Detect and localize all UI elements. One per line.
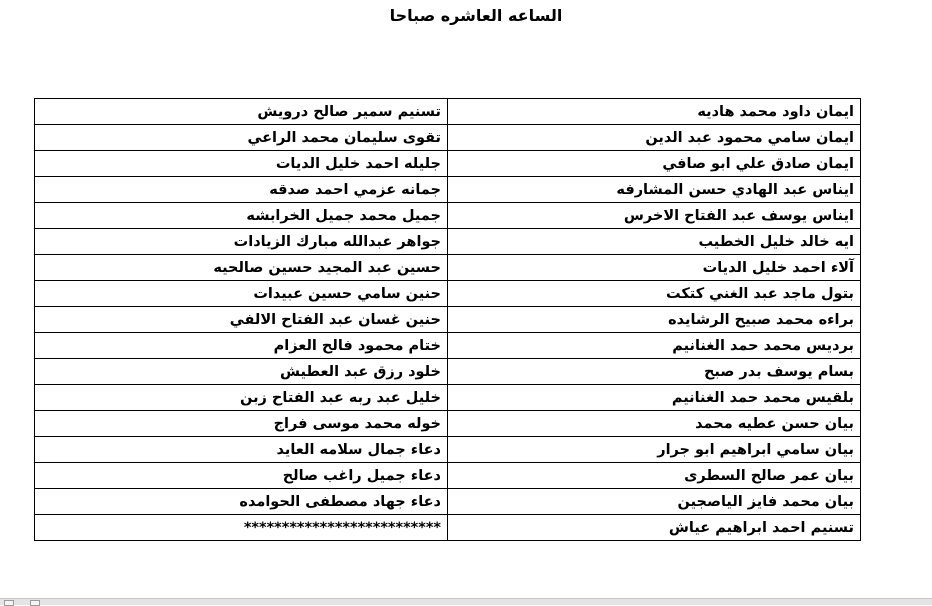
table-row (35, 359, 861, 385)
table-row (35, 437, 861, 463)
table-row (35, 463, 861, 489)
name-cell-left: ************************** (35, 515, 448, 541)
page-title: الساعه العاشره صباحا (389, 6, 563, 25)
names-table-body (35, 99, 861, 541)
name-cell-left: جمانه عزمي احمد صدقه (35, 177, 448, 203)
name-cell-left: حسين عبد المجيد حسين صالحيه (35, 255, 448, 281)
name-cell-left: ختام محمود فالح العزام (35, 333, 448, 359)
name-cell-left: تقوى سليمان محمد الراعي (35, 125, 448, 151)
name-cell-left: خلود رزق عبد العطيش (35, 359, 448, 385)
name-cell-left: دعاء جمال سلامه العايد (35, 437, 448, 463)
name-cell-right: ايه خالد خليل الخطيب (448, 229, 861, 255)
table-row (35, 255, 861, 281)
table-row (35, 411, 861, 437)
name-cell-right: ايمان داود محمد هاديه (448, 99, 861, 125)
name-cell-left: دعاء جهاد مصطفى الحوامده (35, 489, 448, 515)
name-cell-left: تسنيم سمير صالح درويش (35, 99, 448, 125)
name-cell-left: دعاء جميل راغب صالح (35, 463, 448, 489)
name-cell-left: خليل عبد ربه عبد الفتاح زبن (35, 385, 448, 411)
table-row (35, 177, 861, 203)
name-cell-right: آلاء احمد خليل الديات (448, 255, 861, 281)
table-row (35, 281, 861, 307)
name-cell-right: بيان حسن عطيه محمد (448, 411, 861, 437)
name-cell-left: جواهر عبدالله مبارك الزيادات (35, 229, 448, 255)
name-cell-left: جميل محمد جميل الخرابشه (35, 203, 448, 229)
table-row (35, 307, 861, 333)
name-cell-right: تسنيم احمد ابراهيم عياش (448, 515, 861, 541)
table-row (35, 125, 861, 151)
name-cell-left: حنين سامي حسين عبيدات (35, 281, 448, 307)
table-row (35, 203, 861, 229)
table-row (35, 515, 861, 541)
table-row (35, 99, 861, 125)
view-mode-icon[interactable] (30, 600, 40, 606)
name-cell-right: بلقيس محمد حمد الغنانيم (448, 385, 861, 411)
view-mode-icon[interactable] (4, 600, 14, 606)
table-row (35, 333, 861, 359)
name-cell-left: حنين غسان عبد الفتاح الالفي (35, 307, 448, 333)
name-cell-right: ايمان صادق علي ابو صافي (448, 151, 861, 177)
name-cell-right: بيان عمر صالح السطرى (448, 463, 861, 489)
name-cell-right: براءه محمد صبيح الرشايده (448, 307, 861, 333)
names-table (34, 98, 861, 541)
name-cell-right: بتول ماجد عبد الغني كتكت (448, 281, 861, 307)
name-cell-right: ايناس يوسف عبد الفتاح الاخرس (448, 203, 861, 229)
name-cell-right: بيان سامي ابراهيم ابو جرار (448, 437, 861, 463)
name-cell-right: ايناس عبد الهادي حسن المشارفه (448, 177, 861, 203)
table-row (35, 229, 861, 255)
table-row (35, 385, 861, 411)
name-cell-right: برديس محمد حمد الغنانيم (448, 333, 861, 359)
name-cell-right: بسام يوسف بدر صبح (448, 359, 861, 385)
name-cell-right: ايمان سامي محمود عبد الدين (448, 125, 861, 151)
table-row (35, 489, 861, 515)
name-cell-right: بيان محمد فايز الياصجين (448, 489, 861, 515)
name-cell-left: جليله احمد خليل الديات (35, 151, 448, 177)
name-cell-left: خوله محمد موسى فراج (35, 411, 448, 437)
table-row (35, 151, 861, 177)
